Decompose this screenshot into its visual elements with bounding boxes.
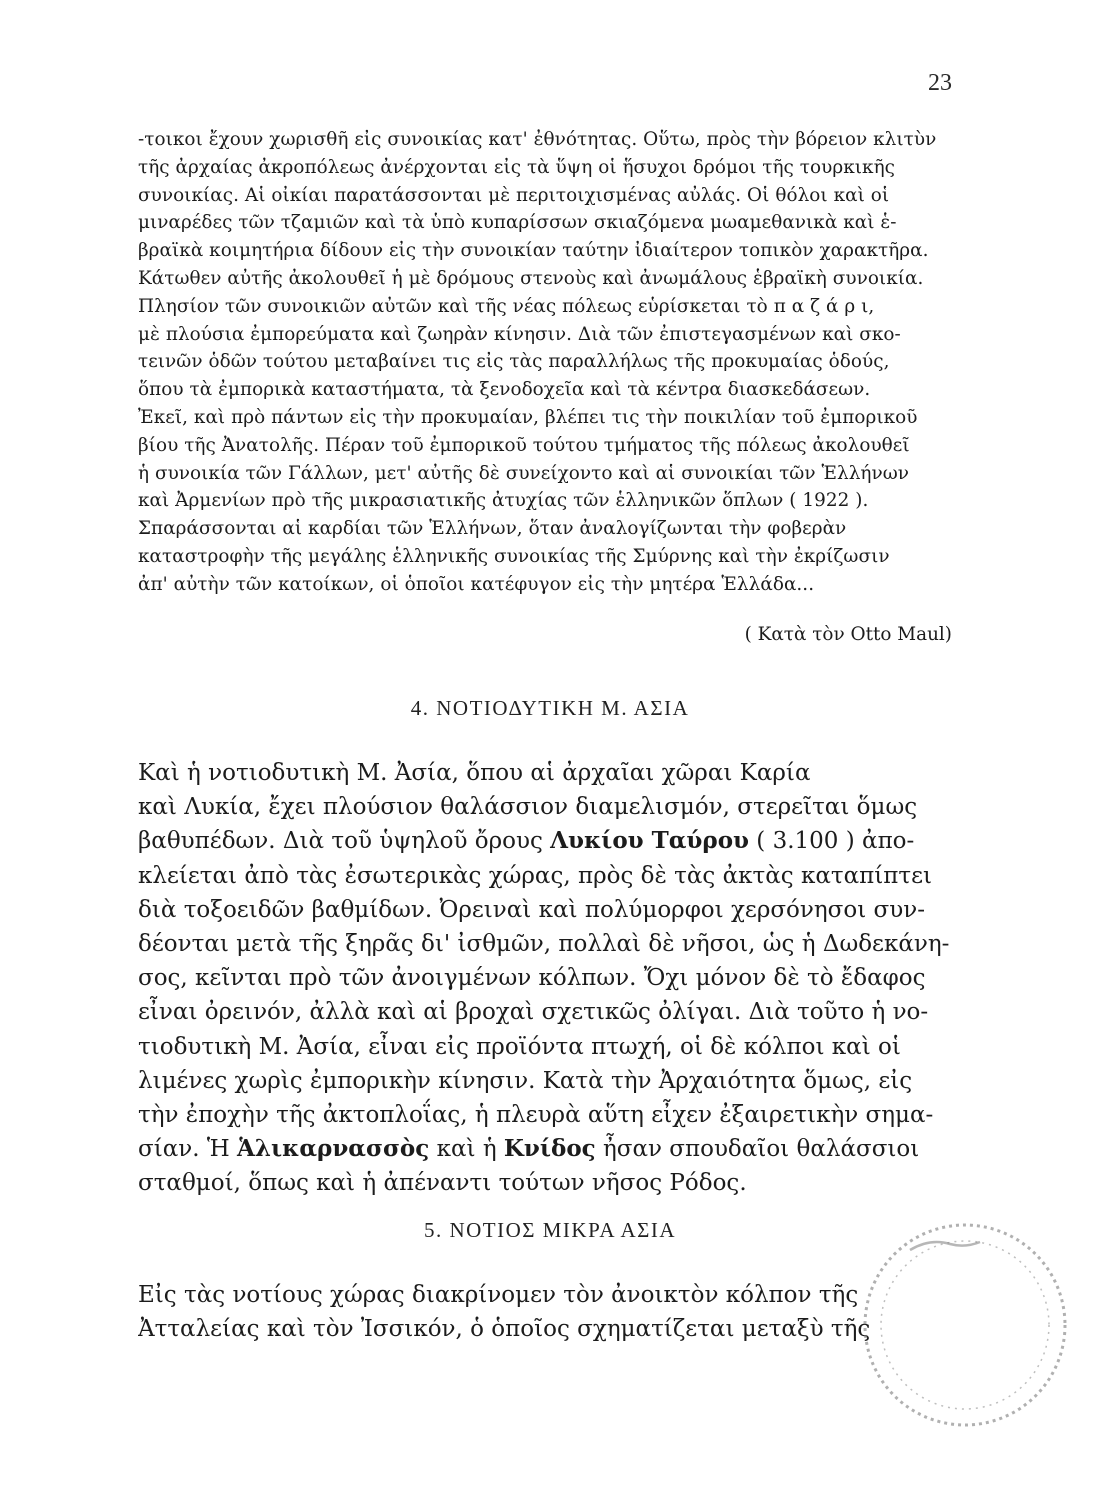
text-run: σταθμοί, ὅπως καὶ ἡ ἀπέναντι τούτων νῆσος Ρόδος. xyxy=(138,1170,747,1197)
text-line xyxy=(138,1030,962,1064)
text-line: ἀπ' αὐτὴν τῶν κατοίκων, οἱ ὁποῖοι κατέφυγον εἰς τὴν μητέρα Ἑλλάδα... xyxy=(138,573,815,595)
text-line: Πλησίον τῶν συνοικιῶν αὐτῶν καὶ τῆς νέας πόλεως εὑρίσκεται τὸ π α ζ ά ρ ι, xyxy=(138,295,875,317)
attribution: ( Κατὰ τὸν Otto Maul) xyxy=(744,624,952,645)
text-line: Κάτωθεν αὐτῆς ἀκολουθεῖ ἡ μὲ δρόμους στενοὺς καὶ ἀνωμάλους ἑβραϊκὴ συνοικία. xyxy=(138,267,924,289)
text-run: ( 3.100 ) ἀπο- xyxy=(749,828,915,855)
text-run: κλείεται ἀπὸ τὰς ἐσωτερικὰς χώρας, πρὸς δὲ τὰς ἀκτὰς καταπίπτει xyxy=(138,862,933,889)
text-line xyxy=(138,1132,962,1166)
text-line xyxy=(138,756,962,790)
section-5-body xyxy=(138,1278,962,1346)
text-line: Σπαράσσονται αἱ καρδίαι τῶν Ἑλλήνων, ὅταν ἀναλογίζωνται τὴν φοβερὰν xyxy=(138,518,847,540)
bold-term: Κνίδος xyxy=(503,1135,596,1163)
text-line: μιναρέδες τῶν τζαμιῶν καὶ τὰ ὑπὸ κυπαρίσσων σκιαζόμενα μωαμεθανικὰ καὶ ἑ- xyxy=(138,212,897,234)
text-run: Καὶ ἡ νοτιοδυτικὴ Μ. Ἀσία, ὅπου αἱ ἀρχαῖαι χῶραι Καρία xyxy=(138,760,811,786)
text-line xyxy=(138,893,962,927)
text-line: τεινῶν ὁδῶν τούτου μεταβαίνει τις εἰς τὰς παραλλήλως τῆς προκυμαίας ὁδούς, xyxy=(138,351,890,373)
text-run: καὶ ἡ xyxy=(429,1136,504,1163)
section-4-body xyxy=(138,756,962,1201)
text-line: Ἀτταλείας καὶ τὸν Ἰσσικόν, ὁ ὁποῖος σχηματίζεται μεταξὺ τῆς xyxy=(138,1316,871,1343)
text-run: τιοδυτικὴ Μ. Ἀσία, εἶναι εἰς προϊόντα πτωχή, οἱ δὲ κόλποι καὶ οἱ xyxy=(138,1033,901,1060)
text-line: -τοικοι ἔχουν χωρισθῆ εἰς συνοικίας κατ' ἐθνότητας. Οὕτω, πρὸς τὴν βόρειον κλιτὺν xyxy=(138,129,937,150)
bold-term: Ἁλικαρνασσὸς xyxy=(237,1135,430,1163)
text-run: ἦσαν σπουδαῖοι θαλάσσιοι xyxy=(595,1136,920,1163)
text-line: βραϊκὰ κοιμητήρια δίδουν εἰς τὴν συνοικίαν ταύτην ἰδιαίτερον τοπικὸν χαρακτῆρα. xyxy=(138,240,929,262)
text-run: λιμένες χωρὶς ἐμπορικὴν κίνησιν. Κατὰ τὴν Ἀρχαιότητα ὅμως, εἰς xyxy=(138,1067,913,1094)
text-line: τῆς ἀρχαίας ἀκροπόλεως ἀνέρχονται εἰς τὰ ὕψη οἱ ἥσυχοι δρόμοι τῆς τουρκικῆς xyxy=(138,156,895,178)
text-line: Ἐκεῖ, καὶ πρὸ πάντων εἰς τὴν προκυμαίαν, βλέπει τις τὴν ποικιλίαν τοῦ ἐμπορικοῦ xyxy=(138,406,918,428)
page-number: 23 xyxy=(928,70,952,96)
text-run: εἶναι ὀρεινόν, ἀλλὰ καὶ αἱ βροχαὶ σχετικῶς ὀλίγαι. Διὰ τοῦτο ἡ νο- xyxy=(138,999,929,1026)
text-run: βαθυπέδων. Διὰ τοῦ ὑψηλοῦ ὄρους xyxy=(138,828,551,855)
text-run: καὶ Λυκία, ἔχει πλούσιον θαλάσσιον διαμελισμόν, στερεῖται ὅμως xyxy=(138,794,918,821)
text-run: σος, κεῖνται πρὸ τῶν ἀνοιγμένων κόλπων. Ὄχι μόνον δὲ τὸ ἔδαφος xyxy=(138,965,926,992)
paragraph-1 xyxy=(138,126,962,599)
text-line xyxy=(138,927,962,961)
text-line: ὅπου τὰ ἐμπορικὰ καταστήματα, τὰ ξενοδοχεῖα καὶ τὰ κέντρα διασκεδάσεων. xyxy=(138,379,871,401)
section-4-heading: 4. ΝΟΤΙΟΔΥΤΙΚΗ Μ. ΑΣΙΑ xyxy=(410,696,690,720)
text-line xyxy=(138,995,962,1029)
text-line xyxy=(138,961,962,995)
text-line xyxy=(138,1166,962,1200)
text-line: ἡ συνοικία τῶν Γάλλων, μετ' αὐτῆς δὲ συνείχοντο καὶ αἱ συνοικίαι τῶν Ἑλλήνων xyxy=(138,462,909,484)
text-line: μὲ πλούσια ἐμπορεύματα καὶ ζωηρὰν κίνησιν. Διὰ τῶν ἐπιστεγασμένων καὶ σκο- xyxy=(138,323,901,345)
section-5-heading: 5. ΝΟΤΙΟΣ ΜΙΚΡΑ ΑΣΙΑ xyxy=(423,1218,677,1242)
text-line: Εἰς τὰς νοτίους χώρας διακρίνομεν τὸν ἀνοικτὸν κόλπον τῆς xyxy=(138,1282,859,1308)
text-line: καταστροφὴν τῆς μεγάλης ἑλληνικῆς συνοικίας τῆς Σμύρνης καὶ τὴν ἐκρίζωσιν xyxy=(138,545,890,567)
text-run: σίαν. Ἡ xyxy=(138,1136,237,1163)
text-run: τὴν ἐποχὴν τῆς ἀκτοπλοΐας, ἡ πλευρὰ αὕτη εἶχεν ἐξαιρετικὴν σημα- xyxy=(138,1102,934,1129)
text-line xyxy=(138,859,962,893)
text-run: δέονται μετὰ τῆς ξηρᾶς δι' ἰσθμῶν, πολλαὶ δὲ νῆσοι, ὡς ἡ Δωδεκάνη- xyxy=(138,931,950,958)
text-line: καὶ Ἀρμενίων πρὸ τῆς μικρασιατικῆς ἀτυχίας τῶν ἑλληνικῶν ὅπλων ( 1922 ). xyxy=(138,490,869,512)
library-stamp-icon xyxy=(850,1210,1080,1440)
text-line xyxy=(138,790,962,824)
text-line: βίου τῆς Ἀνατολῆς. Πέραν τοῦ ἐμπορικοῦ τούτου τμήματος τῆς πόλεως ἀκολουθεῖ xyxy=(138,434,910,456)
text-line xyxy=(138,1064,962,1098)
text-line xyxy=(138,824,962,858)
bold-term: Λυκίου Ταύρου xyxy=(550,827,749,855)
text-line xyxy=(138,1098,962,1132)
text-run: διὰ τοξοειδῶν βαθμίδων. Ὀρειναὶ καὶ πολύμορφοι χερσόνησοι συν- xyxy=(138,896,925,923)
text-line: συνοικίας. Αἱ οἰκίαι παρατάσσονται μὲ περιτοιχισμένας αὐλάς. Οἱ θόλοι καὶ οἱ xyxy=(138,184,890,206)
